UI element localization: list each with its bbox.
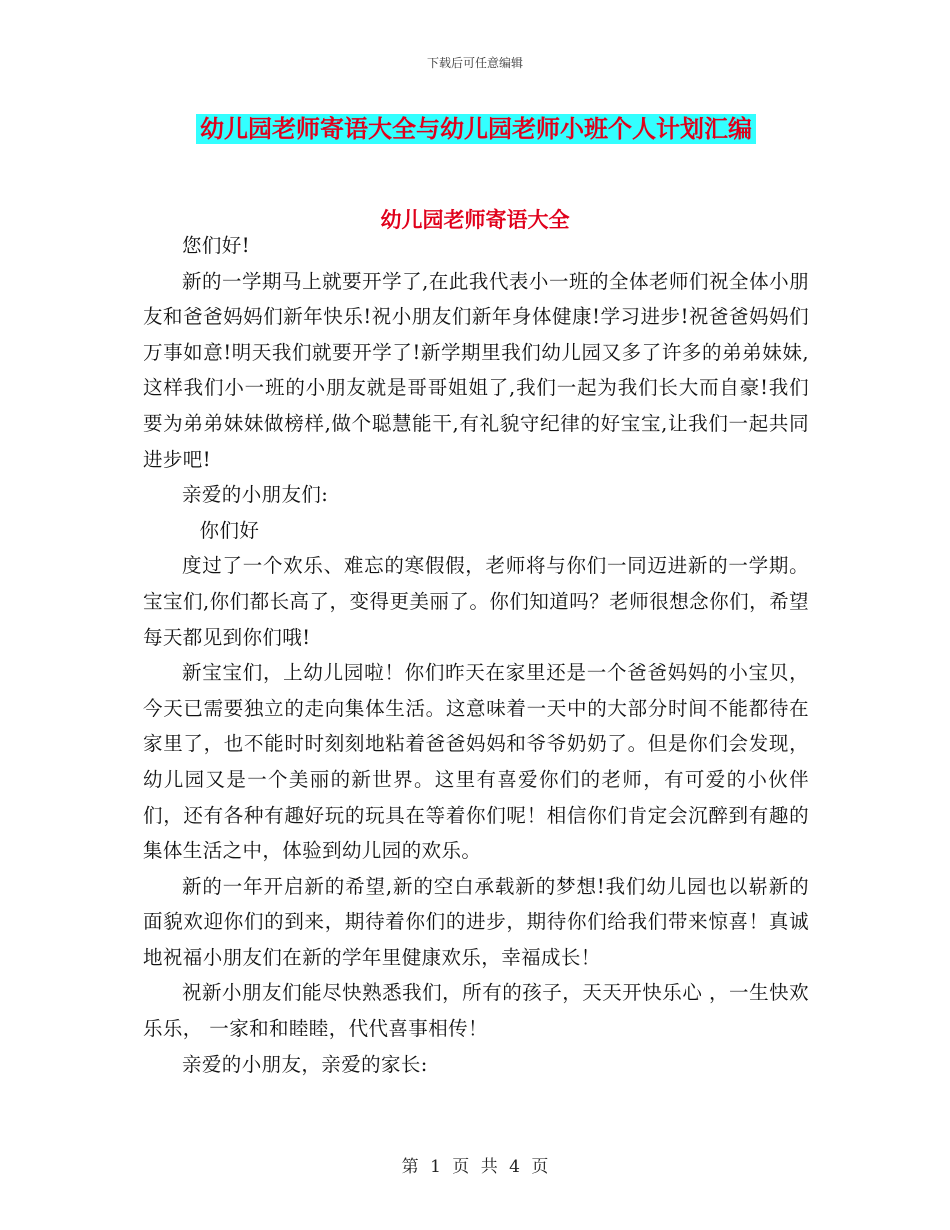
page-number: 第 1 页 共 4 页 (401, 1157, 549, 1177)
document-body (143, 228, 809, 1082)
paragraph: 度过了一个欢乐、难忘的寒假假，老师将与你们一同迈进新的一学期。 宝宝们,你们都长高了，变得更美丽了。你们知道吗？老师很想念你们，希望每天都见到你们哦! (143, 554, 809, 649)
paragraph: 祝新小朋友们能尽快熟悉我们，所有的孩子，天天开快乐心 ，一生快欢乐乐， 一家和和睦睦，代代喜事相传！ (143, 981, 809, 1041)
paragraph: 新的一年开启新的希望,新的空白承载新的梦想!我们幼儿园也以崭新的面貌欢迎你们的到来，期待着你们的进步，期待你们给我们带来惊喜！真诚地祝福小朋友们在新的学年里健康欢乐，幸福成长！ (143, 874, 809, 969)
paragraph: 新的一学期马上就要开学了,在此我代表小一班的全体老师们祝全体小朋友和爸爸妈妈们新年快乐!祝小朋友们新年身体健康!学习进步!祝爸爸妈妈们万事如意!明天我们就要开学了!新学期里我们幼儿园又多了许多的弟弟妹妹,这样我们小一班的小朋友就是哥哥姐姐了,我们一起为我们长大而自豪!我们要为弟弟妹妹做榜样,做个聪慧能干,有礼貌守纪律的好宝宝,让我们一起共同进步吧! (143, 269, 809, 471)
document-title: 幼儿园老师寄语大全与幼儿园老师小班个人计划汇编 (196, 114, 756, 144)
paragraph-salutation: 亲爱的小朋友们: (182, 483, 329, 507)
paragraph: 新宝宝们，上幼儿园啦！你们昨天在家里还是一个爸爸妈妈的小宝贝，今天已需要独立的走向集体生活。这意味着一天中的大部分时间不能都待在家里了，也不能时时刻刻地粘着爸爸妈妈和爷爷奶奶了。但是你们会发现，幼儿园又是一个美丽的新世界。这里有喜爱你们的老师，有可爱的小伙伴们，还有各种有趣好玩的玩具在等着你们呢！相信你们肯定会沉醉到有趣的集体生活之中，体验到幼儿园的欢乐。 (143, 661, 809, 863)
page-header-note: 下载后可任意编辑 (426, 56, 523, 70)
paragraph-salutation: 亲爱的小朋友，亲爱的家长: (182, 1052, 428, 1076)
section-title: 幼儿园老师寄语大全 (380, 208, 570, 232)
paragraph-greeting: 您们好! (182, 234, 250, 257)
paragraph-greeting: 你们好 (199, 518, 260, 542)
